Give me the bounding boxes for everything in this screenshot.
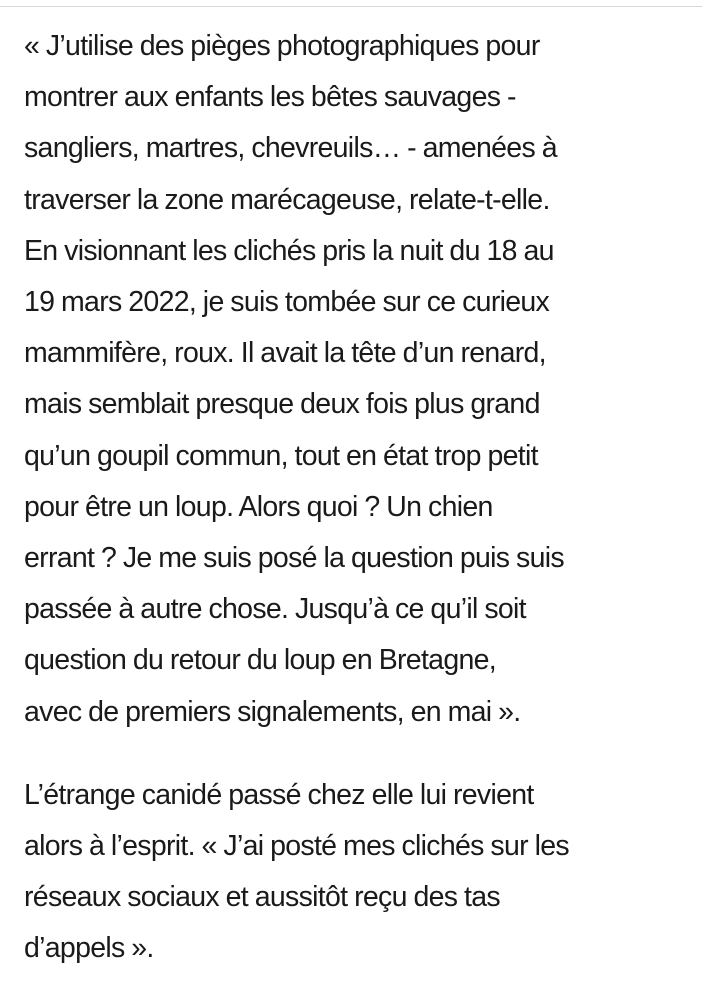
text-line: d’appels ».	[24, 932, 154, 965]
text-line: question du retour du loup en Bretagne,	[24, 644, 496, 677]
text-line: L’étrange canidé passé chez elle lui revient	[24, 778, 534, 811]
article-body	[24, 21, 684, 975]
text-line: mais semblait presque deux fois plus grand	[24, 388, 540, 421]
top-divider	[0, 6, 702, 7]
text-line: « J’utilise des pièges photographiques pour	[24, 30, 540, 62]
text-line: En visionnant les clichés pris la nuit du 18 au	[24, 234, 554, 267]
text-line: 19 mars 2022, je suis tombée sur ce curieux	[24, 286, 550, 319]
text-line: montrer aux enfants les bêtes sauvages -	[24, 81, 516, 114]
text-line: sangliers, martres, chevreuils… - amenées à	[24, 132, 557, 165]
article-paragraph-2	[24, 770, 684, 975]
text-line: errant ? Je me suis posé la question puis suis	[24, 542, 564, 575]
text-line: pour être un loup. Alors quoi ? Un chien	[24, 490, 493, 523]
text-line: alors à l’esprit. « J’ai posté mes clichés sur les	[24, 830, 569, 863]
text-line: traverser la zone marécageuse, relate-t-elle.	[24, 183, 550, 216]
text-line: avec de premiers signalements, en mai ».	[24, 695, 521, 728]
text-line: réseaux sociaux et aussitôt reçu des tas	[24, 881, 500, 914]
text-line: passée à autre chose. Jusqu’à ce qu’il soit	[24, 593, 526, 626]
article-paragraph-1	[24, 21, 684, 738]
text-line: mammifère, roux. Il avait la tête d’un renard,	[24, 337, 546, 370]
text-line: qu’un goupil commun, tout en état trop petit	[24, 439, 538, 472]
